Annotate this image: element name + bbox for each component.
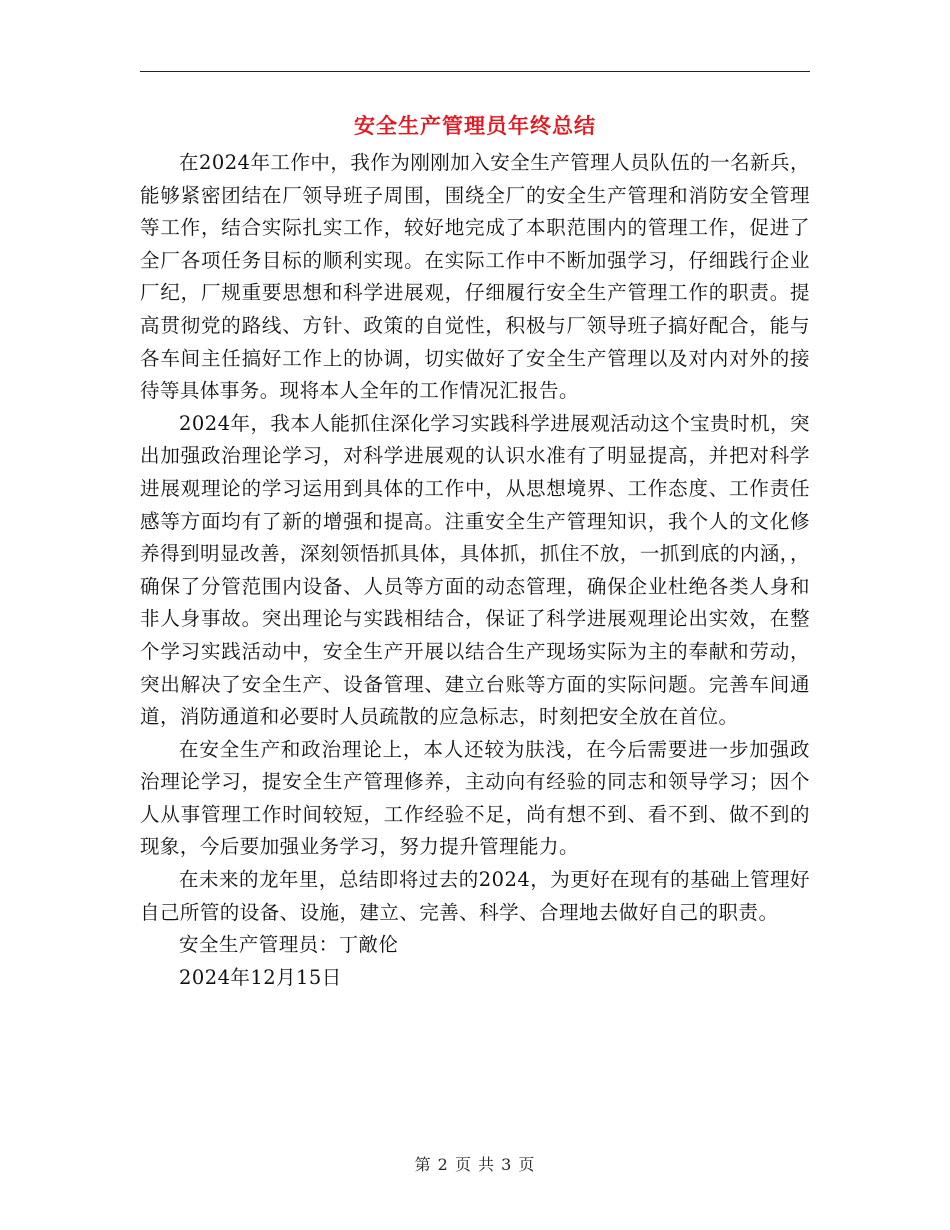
document-title: 安全生产管理员年终总结	[354, 113, 596, 138]
paragraph-1: 在2024年工作中，我作为刚刚加入安全生产管理人员队伍的一名新兵，能够紧密团结在厂领导班子周围，围绕全厂的安全生产管理和消防安全管理等工作，结合实际扎实工作，较好地完成了本职范围内的管理工作，促进了全厂各项任务目标的顺利实现。在实际工作中不断加强学习，仔细践行企业厂纪，厂规重要思想和科学进展观，仔细履行安全生产管理工作的职责。提高贯彻党的路线、方针、政策的自觉性，积极与厂领导班子搞好配合，能与各车间主任搞好工作上的协调，切实做好了安全生产管理以及对内对外的接待等具体事务。现将本人全年的工作情况汇报告。	[140, 151, 810, 403]
signature-line: 安全生产管理员：丁敵伦	[179, 933, 399, 957]
paragraph-3: 在安全生产和政治理论上，本人还较为肤浅，在今后需要进一步加强政治理论学习，提安全生产管理修养，主动向有经验的同志和领导学习；因个人从事管理工作时间较短，工作经验不足，尚有想不到、看不到、做不到的现象，今后要加强业务学习，努力提升管理能力。	[140, 737, 810, 859]
paragraph-4: 在未来的龙年里，总结即将过去的2024，为更好在现有的基础上管理好自己所管的设备、设施，建立、完善、科学、合理地去做好自己的职责。	[140, 868, 810, 924]
header-rule	[140, 71, 810, 72]
page-number: 第 2 页 共 3 页	[414, 1155, 536, 1174]
date-line: 2024年12月15日	[179, 965, 342, 989]
paragraph-2: 2024年，我本人能抓住深化学习实践科学进展观活动这个宝贵时机，突出加强政治理论学习，对科学进展观的认识水准有了明显提高，并把对科学进展观理论的学习运用到具体的工作中，从思想境界、工作态度、工作责任感等方面均有了新的增强和提高。注重安全生产管理知识，我个人的文化修养得到明显改善，深刻领悟抓具体，具体抓，抓住不放，一抓到底的内涵，，确保了分管范围内设备、人员等方面的动态管理，确保企业杜绝各类人身和非人身事故。突出理论与实践相结合，保证了科学进展观理论出实效，在整个学习实践活动中，安全生产开展以结合生产现场实际为主的奉献和劳动，突出解决了安全生产、设备管理、建立台账等方面的实际问题。完善车间通道，消防通道和必要时人员疏散的应急标志，时刻把安全放在首位。	[140, 411, 810, 729]
document-body	[140, 147, 810, 994]
